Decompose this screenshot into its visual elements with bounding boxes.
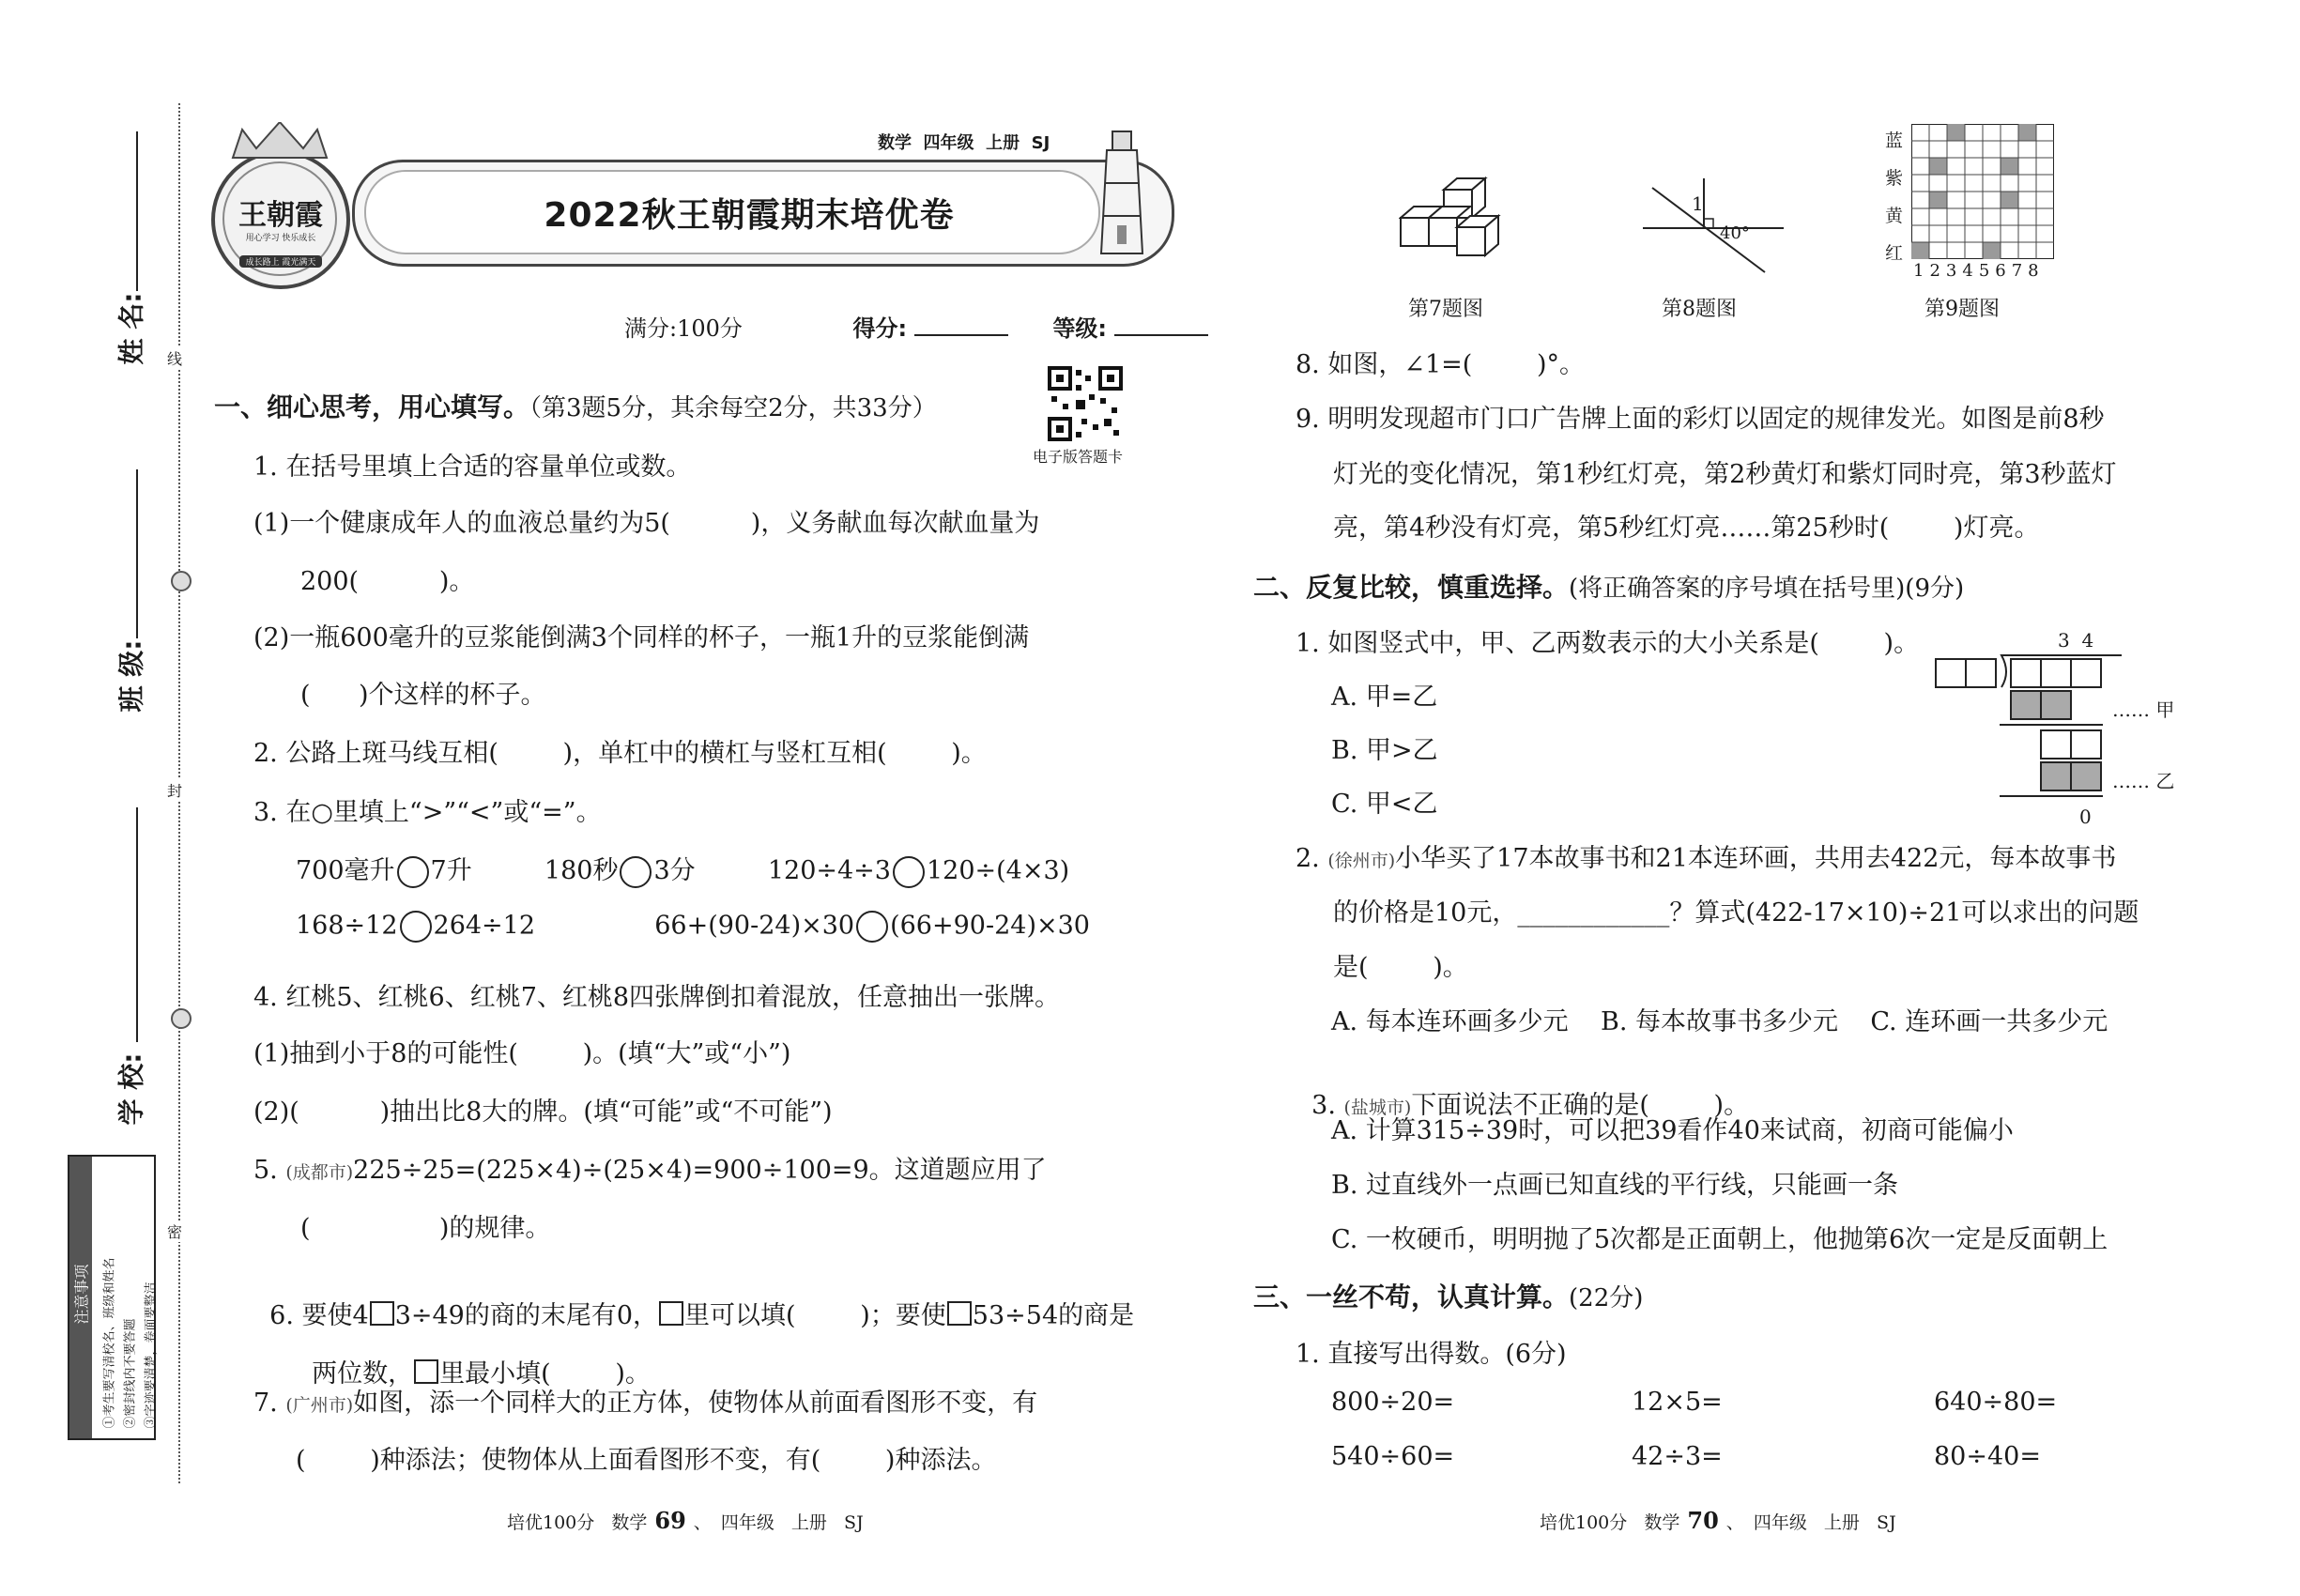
compare-circle[interactable] (856, 911, 888, 943)
logo-sub2: 成长路上 霞光满天 (239, 255, 322, 268)
s2-q1-option-a[interactable]: A. 甲=乙 (1331, 683, 1438, 712)
seal-mark-mi: 密 (167, 1220, 182, 1242)
lighthouse-icon (1084, 122, 1159, 267)
calc-item: 42÷3= (1632, 1442, 1723, 1471)
figure-9-caption: 第9题图 (1924, 298, 2000, 321)
division-remainder: 0 (2079, 806, 2092, 828)
name-label: 姓 名: (115, 292, 147, 365)
logo-text: 王朝霞 (238, 199, 323, 232)
figure-8-angle-40: 40° (1720, 223, 1750, 243)
figure-7-caption: 第7题图 (1408, 298, 1483, 321)
q4: 4. 红桃5、红桃6、红桃7、红桃8四张牌倒扣着混放，任意抽出一张牌。 (253, 983, 1061, 1012)
notice-box (68, 1155, 159, 1440)
q8: 8. 如图，∠1=( )°。 (1296, 350, 1585, 379)
binder-hole-1 (171, 571, 192, 591)
grade-field[interactable] (1114, 334, 1208, 336)
logo-sub1: 用心学习 快乐成长 (245, 234, 316, 243)
calc-item: 800÷20= (1331, 1388, 1455, 1417)
full-score: 满分:100分 (624, 315, 743, 342)
q9-b: 灯光的变化情况，第1秒红灯亮，第2秒黄灯和紫灯同时亮，第3秒蓝灯 (1333, 460, 2117, 489)
notice-title: 注意事项 (69, 1157, 92, 1438)
notice-2: ②密封线内不要答题 (123, 1318, 138, 1429)
q9-c: 亮，第4秒没有灯亮，第5秒红灯亮……第25秒时( )灯亮。 (1333, 514, 2040, 543)
seal-mark-feng: 封 (167, 779, 182, 801)
q7-region-tag: (广州市) (285, 1395, 354, 1416)
crown-icon (228, 122, 331, 163)
q7-a: 7. (广州市)如图，添一个同样大的正方体，使物体从前面看图形不变，有 (253, 1389, 1038, 1418)
s2-q2-options[interactable]: A. 每本连环画多少元 B. 每本故事书多少元 C. 连环画一共多少元 (1331, 1007, 2108, 1036)
q3: 3. 在○里填上“>”“<”或“=”。 (253, 798, 602, 827)
section-3-title: 三、一丝不苟，认真计算。(22分) (1253, 1281, 1644, 1312)
row-label-yellow: 黄 (1885, 206, 1904, 226)
calc-item: 540÷60= (1331, 1442, 1455, 1471)
class-field[interactable] (136, 469, 138, 638)
header-banner (211, 122, 1169, 272)
row-label-blue: 蓝 (1885, 130, 1904, 151)
score-row (624, 310, 1208, 343)
row-label-purple: 紫 (1885, 168, 1904, 189)
q9-a: 9. 明明发现超市门口广告牌上面的彩灯以固定的规律发光。如图是前8秒 (1296, 405, 2105, 434)
q2: 2. 公路上斑马线互相( )，单杠中的横杠与竖杠互相( )。 (253, 739, 987, 768)
left-footer: 培优100分 数学 69 、 四年级 上册 SJ (507, 1507, 864, 1534)
s2q2-region-tag: (徐州市) (1327, 851, 1396, 871)
notice-1: ①考生要写清校名、班级和姓名 (102, 1257, 117, 1429)
calc-item: 12×5= (1632, 1388, 1723, 1417)
figure-8-angle-1: 1 (1692, 192, 1704, 215)
school-field[interactable] (136, 807, 138, 1042)
s2q3-region-tag: (盐城市) (1343, 1097, 1412, 1118)
binding-margin (0, 0, 188, 1596)
class-label: 班 级: (115, 639, 147, 713)
q5-b: ( )的规律。 (300, 1214, 551, 1243)
q3-row1: 700毫升 7升 180秒 3分 120÷4÷3 120÷(4×3) (296, 850, 1069, 888)
s2-q3: 3. (盐城市)下面说法不正确的是( )。 (1311, 1091, 1750, 1120)
q4-2: (2)( )抽出比8大的牌。(填“可能”或“不可能”) (253, 1097, 833, 1127)
page-number-69: 69 (654, 1507, 686, 1534)
long-division-figure (1934, 629, 2216, 831)
q1: 1. 在括号里填上合适的容量单位或数。 (253, 453, 692, 482)
figure-9-col-labels: 12345678 (1913, 261, 2045, 281)
blank-square[interactable] (370, 1301, 394, 1326)
division-quotient: 3 4 (2058, 629, 2094, 652)
compare-circle[interactable] (400, 911, 432, 943)
calc-item: 80÷40= (1934, 1442, 2041, 1471)
figure-9-grid (1885, 122, 2054, 282)
seal-mark-xian: 线 (167, 347, 182, 369)
grade-label: 等级: (1052, 315, 1108, 342)
row-label-red: 红 (1885, 243, 1904, 264)
school-label: 学 校: (115, 1052, 147, 1126)
q5-a: 5. (成都市)225÷25=(225×4)÷(25×4)=900÷100=9。这道题应用了 (253, 1156, 1047, 1185)
compare-circle[interactable] (397, 856, 429, 888)
compare-circle[interactable] (893, 856, 925, 888)
s3-q1: 1. 直接写出得数。(6分) (1296, 1340, 1567, 1369)
page-number-70: 70 (1687, 1507, 1719, 1534)
q4-1: (1)抽到小于8的可能性( )。(填“大”或“小”) (253, 1039, 791, 1068)
q1-1-b: 200( )。 (300, 567, 475, 596)
q6-b: 两位数， 里最小填( )。 (312, 1359, 651, 1389)
figure-7-cubes (1399, 169, 1530, 267)
header-meta: 数学 四年级 上册 SJ (878, 133, 1050, 153)
blank-square[interactable] (947, 1301, 972, 1326)
q6-a: 6. 要使4 3÷49的商的末尾有0， 里可以填( )；要使 53÷54的商是 (269, 1301, 1135, 1330)
s2-q1-option-c[interactable]: C. 甲<乙 (1331, 790, 1438, 819)
figure-8-angle (1633, 174, 1793, 281)
binder-hole-2 (171, 1008, 192, 1029)
q1-1-a: (1)一个健康成年人的血液总量约为5( )，义务献血每次献血量为 (253, 509, 1040, 538)
score-label: 得分: (852, 315, 908, 342)
exam-title: 2022秋王朝霞期末培优卷 (544, 196, 955, 235)
right-footer: 培优100分 数学 70 、 四年级 上册 SJ (1540, 1507, 1896, 1534)
calc-item: 640÷80= (1934, 1388, 2058, 1417)
q7-b: ( )种添法；使物体从上面看图形不变，有( )种添法。 (296, 1446, 997, 1475)
title-banner (352, 160, 1174, 267)
figure-8-caption: 第8题图 (1662, 298, 1737, 321)
blank-square[interactable] (414, 1359, 438, 1384)
s2-q2-b: 的价格是10元，____________？算式(422-17×10)÷21可以求出的问题 (1333, 898, 2139, 928)
section-1-title: 一、细心思考，用心填写。（第3题5分，其余每空2分，共33分） (214, 391, 937, 422)
q3-row2: 168÷12 264÷12 66+(90-24)×30 (66+90-24)×30 (296, 911, 1090, 943)
s2-q1-option-b[interactable]: B. 甲>乙 (1331, 736, 1438, 765)
s2-q1: 1. 如图竖式中，甲、乙两数表示的大小关系是( )。 (1296, 629, 1920, 658)
division-label-yi: …… 乙 (2112, 770, 2175, 792)
division-label-jia: …… 甲 (2112, 698, 2175, 721)
s2-q2-c: 是( )。 (1333, 953, 1468, 982)
name-field[interactable] (136, 131, 138, 291)
s2-q3-option-b[interactable]: B. 过直线外一点画已知直线的平行线，只能画一条 (1331, 1171, 1899, 1200)
qr-label: 电子版答题卡 (1033, 448, 1124, 466)
section-2-title: 二、反复比较，慎重选择。(将正确答案的序号填在括号里)(9分) (1253, 572, 1965, 603)
qr-code[interactable] (1048, 366, 1123, 441)
s2-q2-a: 2. (徐州市)小华买了17本故事书和21本连环画，共用去422元，每本故事书 (1296, 844, 2117, 873)
q5-region-tag: (成都市) (285, 1162, 354, 1183)
q1-2-b: ( )个这样的杯子。 (300, 681, 546, 710)
logo-seal (211, 150, 350, 289)
score-field[interactable] (914, 334, 1008, 336)
notice-3: ③字迹要清楚，卷面要整洁 (144, 1281, 159, 1429)
s2-q3-option-a[interactable]: A. 计算315÷39时，可以把39看作40来试商，初商可能偏小 (1331, 1116, 2014, 1145)
compare-circle[interactable] (620, 856, 652, 888)
q1-2-a: (2)一瓶600毫升的豆浆能倒满3个同样的杯子，一瓶1升的豆浆能倒满 (253, 623, 1030, 652)
blank-square[interactable] (659, 1301, 683, 1326)
s2-q3-option-c[interactable]: C. 一枚硬币，明明抛了5次都是正面朝上，他抛第6次一定是反面朝上 (1331, 1225, 2108, 1254)
